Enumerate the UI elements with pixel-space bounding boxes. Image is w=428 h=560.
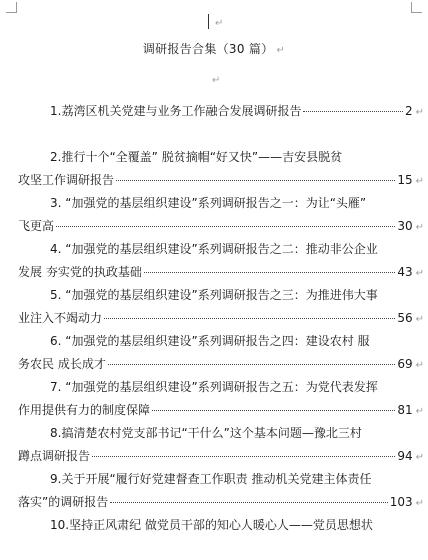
toc-page-number: 56 (397, 311, 413, 325)
toc-entry-title-line: 9.关于开展“履行好党建督查工作职责 推动机关党建主体责任 (50, 472, 372, 486)
toc-entry-title-line: 作用提供有力的制度保障 (18, 403, 151, 417)
document-title-text: 调研报告合集（30 篇） (142, 42, 274, 56)
toc-entry-last-line (18, 399, 424, 422)
document-title[interactable] (0, 40, 428, 57)
margin-corner-mark-left (6, 2, 17, 13)
toc-entry-title-line: 业注入不竭动力 (18, 311, 103, 325)
toc-entry-title-line: 落实”的调研报告 (18, 495, 109, 509)
toc-entry-last-line (18, 307, 424, 330)
toc-entry-title-line: 发展 夯实党的执政基础 (18, 265, 142, 279)
toc-entry[interactable] (18, 238, 424, 284)
toc-dot-leader (116, 180, 395, 181)
text-cursor (208, 14, 209, 29)
toc-dot-leader (144, 272, 396, 273)
paragraph-mark: ↵ (415, 452, 424, 463)
table-of-contents (18, 100, 424, 560)
toc-entry-last-line (18, 491, 424, 514)
toc-entry[interactable] (18, 330, 424, 376)
margin-corner-mark-right (411, 2, 422, 13)
toc-entry-title-line: 1.荔湾区机关党建与业务工作融合发展调研报告 (50, 104, 302, 118)
toc-entry-title-line: 5. “加强党的基层组织建设”系列调研报告之三：为推进伟大事 (50, 288, 378, 302)
toc-page-number: 43 (397, 265, 413, 279)
paragraph-mark: ↵ (415, 222, 424, 233)
toc-dot-leader (110, 502, 387, 503)
toc-dot-leader (152, 410, 395, 411)
toc-entry-title-line: 攻坚工作调研报告 (18, 173, 115, 187)
toc-page-number: 69 (397, 357, 413, 371)
toc-entry[interactable] (18, 468, 424, 514)
toc-entry-last-line (18, 215, 424, 238)
toc-page-number: 94 (397, 449, 413, 463)
toc-entry[interactable] (18, 100, 424, 146)
toc-entry[interactable] (18, 514, 424, 560)
toc-page-number: 81 (397, 403, 413, 417)
toc-entry-title-line: 6. “加强党的基层组织建设”系列调研报告之四：建设农村 服 (50, 334, 370, 348)
toc-entry-title-line: 10.坚持正风肃纪 做党员干部的知心人暖心人——党员思想状 (50, 518, 373, 532)
toc-entry[interactable] (18, 146, 424, 192)
paragraph-mark: ↵ (415, 268, 424, 279)
toc-page-number: 30 (397, 219, 413, 233)
toc-entry-title-line: 2.推行十个“全覆盖” 脱贫摘帽“好又快”——吉安县脱贫 (50, 150, 343, 164)
toc-entry-title-line: 3. “加强党的基层组织建设”系列调研报告之一：为让“头雁” (50, 196, 367, 210)
toc-entry-last-line (18, 353, 424, 376)
toc-entry[interactable] (18, 422, 424, 468)
toc-entry-title-line: 8.搞清楚农村党支部书记“干什么”这个基本问题—豫北三村 (50, 426, 362, 440)
paragraph-mark: ↵ (212, 75, 221, 86)
toc-entry-title-line: 7. “加强党的基层组织建设”系列调研报告之五：为党代表发挥 (50, 380, 378, 394)
toc-entry-last-line (18, 261, 424, 284)
toc-dot-leader (303, 111, 403, 112)
paragraph-mark: ↵ (415, 314, 424, 325)
paragraph-mark: ↵ (415, 406, 424, 417)
toc-entry-last-line (18, 169, 424, 192)
toc-entry-title-line: 4. “加强党的基层组织建设”系列调研报告之二：推动非公企业 (50, 242, 378, 256)
paragraph-mark: ↵ (276, 45, 286, 56)
toc-page-number: 2 (404, 104, 413, 118)
paragraph-mark: ↵ (415, 360, 424, 371)
toc-page-number: 103 (389, 495, 413, 509)
toc-entry[interactable] (18, 284, 424, 330)
toc-entry-last-line (18, 100, 424, 123)
paragraph-mark: ↵ (215, 18, 224, 29)
toc-dot-leader (92, 456, 395, 457)
paragraph-mark: ↵ (415, 107, 424, 118)
toc-entry-title-line: 飞更高 (18, 219, 55, 233)
toc-dot-leader (56, 226, 395, 227)
toc-entry[interactable] (18, 376, 424, 422)
toc-dot-leader (104, 318, 395, 319)
paragraph-mark: ↵ (415, 498, 424, 509)
paragraph-mark: ↵ (415, 176, 424, 187)
toc-dot-leader (108, 364, 396, 365)
toc-entry[interactable] (18, 192, 424, 238)
toc-entry-last-line (18, 445, 424, 468)
toc-page-number: 15 (397, 173, 413, 187)
toc-entry-title-line: 务农民 成长成才 (18, 357, 106, 371)
toc-entry-title-line: 蹲点调研报告 (18, 449, 91, 463)
